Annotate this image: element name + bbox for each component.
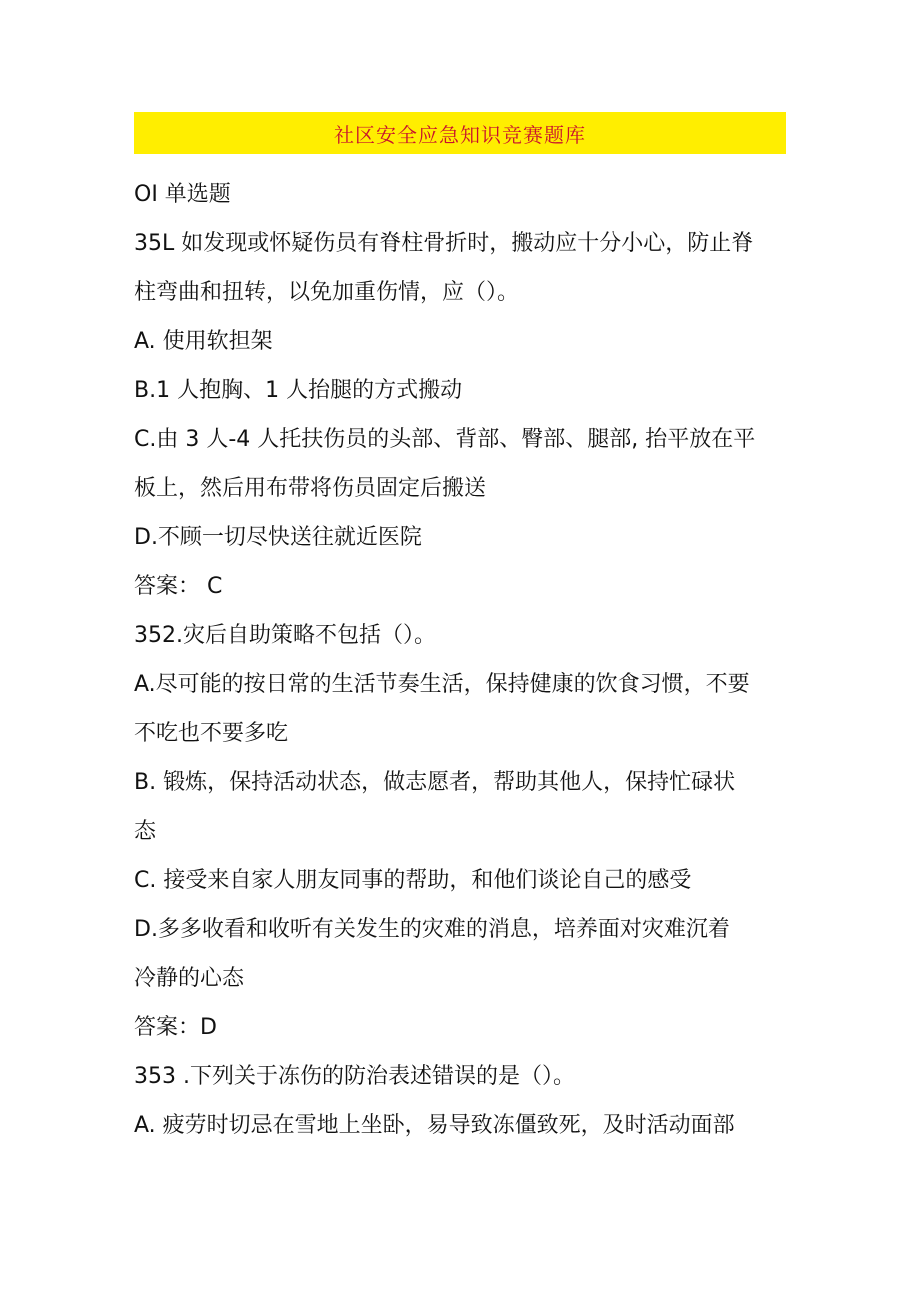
- text-line: A. 疲劳时切忌在雪地上坐卧，易导致冻僵致死，及时活动面部: [134, 1112, 735, 1138]
- text-line: D.多多收看和收听有关发生的灾难的消息，培养面对灾难沉着: [134, 916, 730, 942]
- text-line: 态: [134, 818, 157, 844]
- text-line: 柱弯曲和扭转，以免加重伤情，应（）。: [134, 279, 520, 305]
- text-line: B. 锻炼，保持活动状态，做志愿者，帮助其他人，保持忙碌状: [134, 769, 736, 795]
- text-line: 352.灾后自助策略不包括（）。: [134, 622, 436, 648]
- document-body: [134, 170, 794, 1150]
- text-line: 35L 如发现或怀疑伤员有脊柱骨折时，搬动应十分小心，防止脊: [134, 230, 754, 256]
- text-line: A. 使用软担架: [134, 328, 273, 354]
- text-line: A.尽可能的按日常的生活节奏生活，保持健康的饮食习惯，不要: [134, 671, 750, 697]
- text-line: C. 接受来自家人朋友同事的帮助，和他们谈论自己的感受: [134, 867, 692, 893]
- text-line: 板上，然后用布带将伤员固定后搬送: [134, 475, 487, 501]
- text-line: 353 .下列关于冻伤的防治表述错误的是（）。: [134, 1063, 575, 1089]
- text-line: 冷静的心态: [134, 965, 245, 991]
- answer-line: 答案： C: [134, 573, 223, 599]
- text-line: B.1 人抱胸、1 人抬腿的方式搬动: [134, 377, 463, 403]
- document-title: 社区安全应急知识竞赛题库: [134, 112, 786, 154]
- text-line: D.不顾一切尽快送往就近医院: [134, 524, 422, 550]
- text-line: 不吃也不要多吃: [134, 720, 289, 746]
- section-heading: OI 单选题: [134, 181, 231, 207]
- text-line: C.由 3 人-4 人托扶伤员的头部、背部、臀部、腿部, 抬平放在平: [134, 426, 756, 452]
- answer-line: 答案：D: [134, 1014, 217, 1040]
